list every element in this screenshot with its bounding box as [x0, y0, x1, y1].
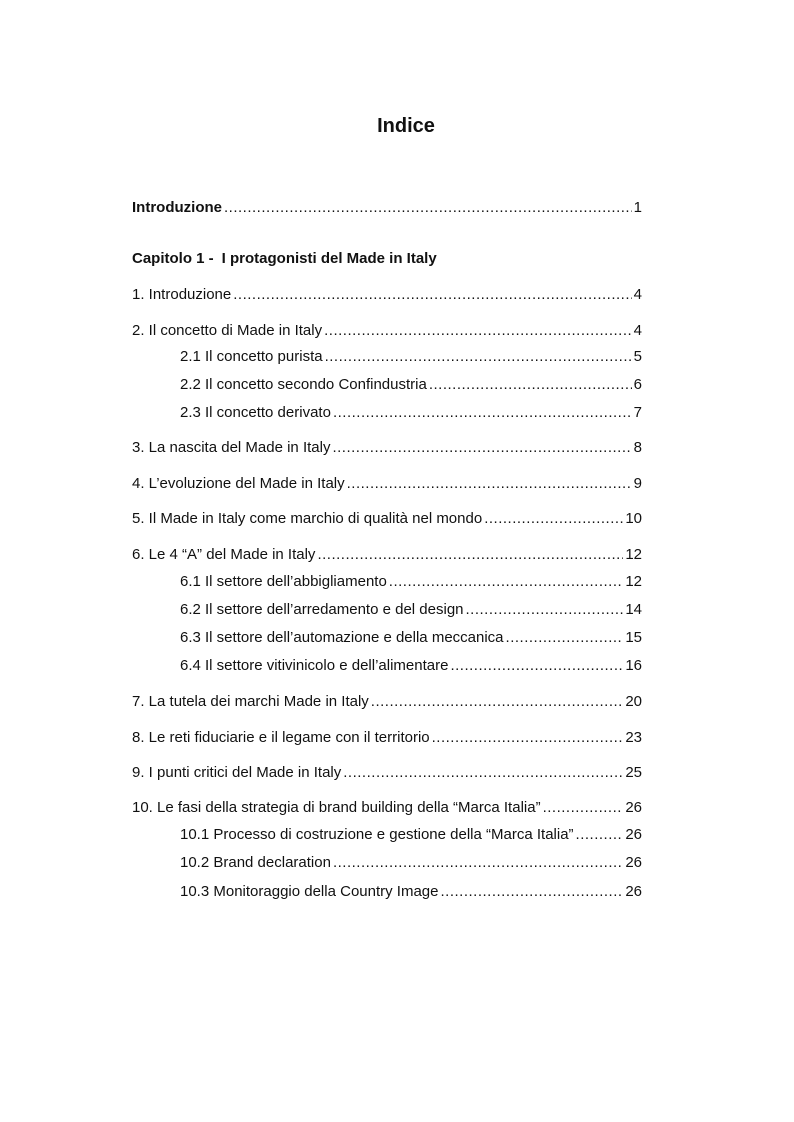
toc-subentry[interactable]: [180, 346, 642, 368]
dot-leader: [371, 691, 624, 713]
toc-entry[interactable]: [132, 762, 642, 784]
dot-leader: [317, 544, 623, 566]
toc-entry-page: 9: [633, 475, 642, 492]
dot-leader: [484, 508, 623, 530]
dot-leader: [466, 599, 624, 621]
toc-entry-introduzione[interactable]: [132, 197, 642, 219]
toc-entry[interactable]: [132, 508, 642, 530]
toc-entry-label: 2.3 Il concetto derivato: [180, 404, 331, 421]
toc-subentry[interactable]: [180, 402, 642, 424]
dot-leader: [506, 627, 624, 649]
toc-entry-page: 7: [633, 404, 642, 421]
toc-entry-page: 20: [625, 693, 642, 710]
toc-entry-label: 6. Le 4 “A” del Made in Italy: [132, 546, 316, 563]
toc-entry-page: 12: [625, 573, 642, 590]
toc-entry-page: 4: [633, 286, 642, 303]
toc-entry-page: 8: [633, 439, 642, 456]
toc-entry-page: 23: [625, 729, 642, 746]
toc-entry-label: 2. Il concetto di Made in Italy: [132, 322, 323, 339]
toc-subentry[interactable]: [180, 655, 642, 677]
dot-leader: [432, 727, 624, 749]
dot-leader: [343, 762, 623, 784]
toc-subentry[interactable]: [180, 881, 642, 903]
toc-entry-page: 26: [625, 826, 642, 843]
toc-entry-page: 10: [625, 510, 642, 527]
toc-entry-label: 2.2 Il concetto secondo Confindustria: [180, 376, 427, 393]
toc-entry[interactable]: [132, 691, 642, 713]
toc-subentry[interactable]: [180, 571, 642, 593]
toc-entry-page: 4: [633, 322, 642, 339]
toc-entry[interactable]: [132, 320, 642, 342]
toc-subentry[interactable]: [180, 599, 642, 621]
toc-entry-page: 26: [625, 883, 642, 900]
toc-entry-page: 1: [633, 199, 642, 216]
toc-entry-page: 16: [625, 657, 642, 674]
toc-entry-page: 26: [625, 799, 642, 816]
toc-entry-page: 15: [625, 629, 642, 646]
toc-subentry[interactable]: [180, 374, 642, 396]
toc-entry-label: 10.2 Brand declaration: [180, 854, 331, 871]
dot-leader: [543, 797, 624, 819]
toc-entry-label: Introduzione: [132, 199, 222, 216]
dot-leader: [324, 320, 632, 342]
toc-entry-label: 10.3 Monitoraggio della Country Image: [180, 883, 439, 900]
toc-entry-label: 6.1 Il settore dell’abbigliamento: [180, 573, 387, 590]
toc-entry-page: 25: [625, 764, 642, 781]
toc-entry-label: 10. Le fasi della strategia di brand building della “Marca Italia”: [132, 799, 541, 816]
toc-entry-label: 9. I punti critici del Made in Italy: [132, 764, 342, 781]
toc-entry-label: 2.1 Il concetto purista: [180, 348, 323, 365]
toc-entry[interactable]: [132, 544, 642, 566]
toc-entry-page: 26: [625, 854, 642, 871]
toc-entry-label: 6.4 Il settore vitivinicolo e dell’alimentare: [180, 657, 449, 674]
chapter-title: I protagonisti del Made in Italy: [221, 250, 437, 267]
toc-subentry[interactable]: [180, 852, 642, 874]
chapter-number: Capitolo 1 -: [132, 250, 214, 267]
toc-entry-label: 3. La nascita del Made in Italy: [132, 439, 331, 456]
dot-leader: [332, 437, 631, 459]
toc-subentry[interactable]: [180, 627, 642, 649]
dot-leader: [233, 284, 631, 306]
toc-entry[interactable]: [132, 437, 642, 459]
toc-entry[interactable]: [132, 284, 642, 306]
dot-leader: [389, 571, 624, 593]
toc-entry[interactable]: [132, 727, 642, 749]
dot-leader: [576, 824, 624, 846]
toc-entry[interactable]: [132, 797, 642, 819]
toc-entry-page: 14: [625, 601, 642, 618]
dot-leader: [224, 197, 632, 219]
toc-entry-label: 8. Le reti fiduciarie e il legame con il territorio: [132, 729, 430, 746]
dot-leader: [450, 655, 623, 677]
page-title: Indice: [377, 115, 435, 137]
toc-entry-label: 4. L’evoluzione del Made in Italy: [132, 475, 345, 492]
toc-entry-page: 12: [625, 546, 642, 563]
toc-entry-label: 6.3 Il settore dell’automazione e della meccanica: [180, 629, 504, 646]
toc-entry-page: 6: [633, 376, 642, 393]
toc-entry-label: 7. La tutela dei marchi Made in Italy: [132, 693, 369, 710]
dot-leader: [333, 852, 623, 874]
toc-entry-label: 10.1 Processo di costruzione e gestione della “Marca Italia”: [180, 826, 574, 843]
dot-leader: [441, 881, 624, 903]
toc-entry[interactable]: [132, 473, 642, 495]
dot-leader: [347, 473, 632, 495]
toc-entry-page: 5: [633, 348, 642, 365]
toc-entry-label: 1. Introduzione: [132, 286, 232, 303]
toc-subentry[interactable]: [180, 824, 642, 846]
toc-entry-label: 5. Il Made in Italy come marchio di qualità nel mondo: [132, 510, 483, 527]
toc-entry-label: 6.2 Il settore dell’arredamento e del design: [180, 601, 464, 618]
dot-leader: [429, 374, 632, 396]
dot-leader: [325, 346, 632, 368]
chapter-heading: [132, 248, 437, 270]
dot-leader: [333, 402, 632, 424]
